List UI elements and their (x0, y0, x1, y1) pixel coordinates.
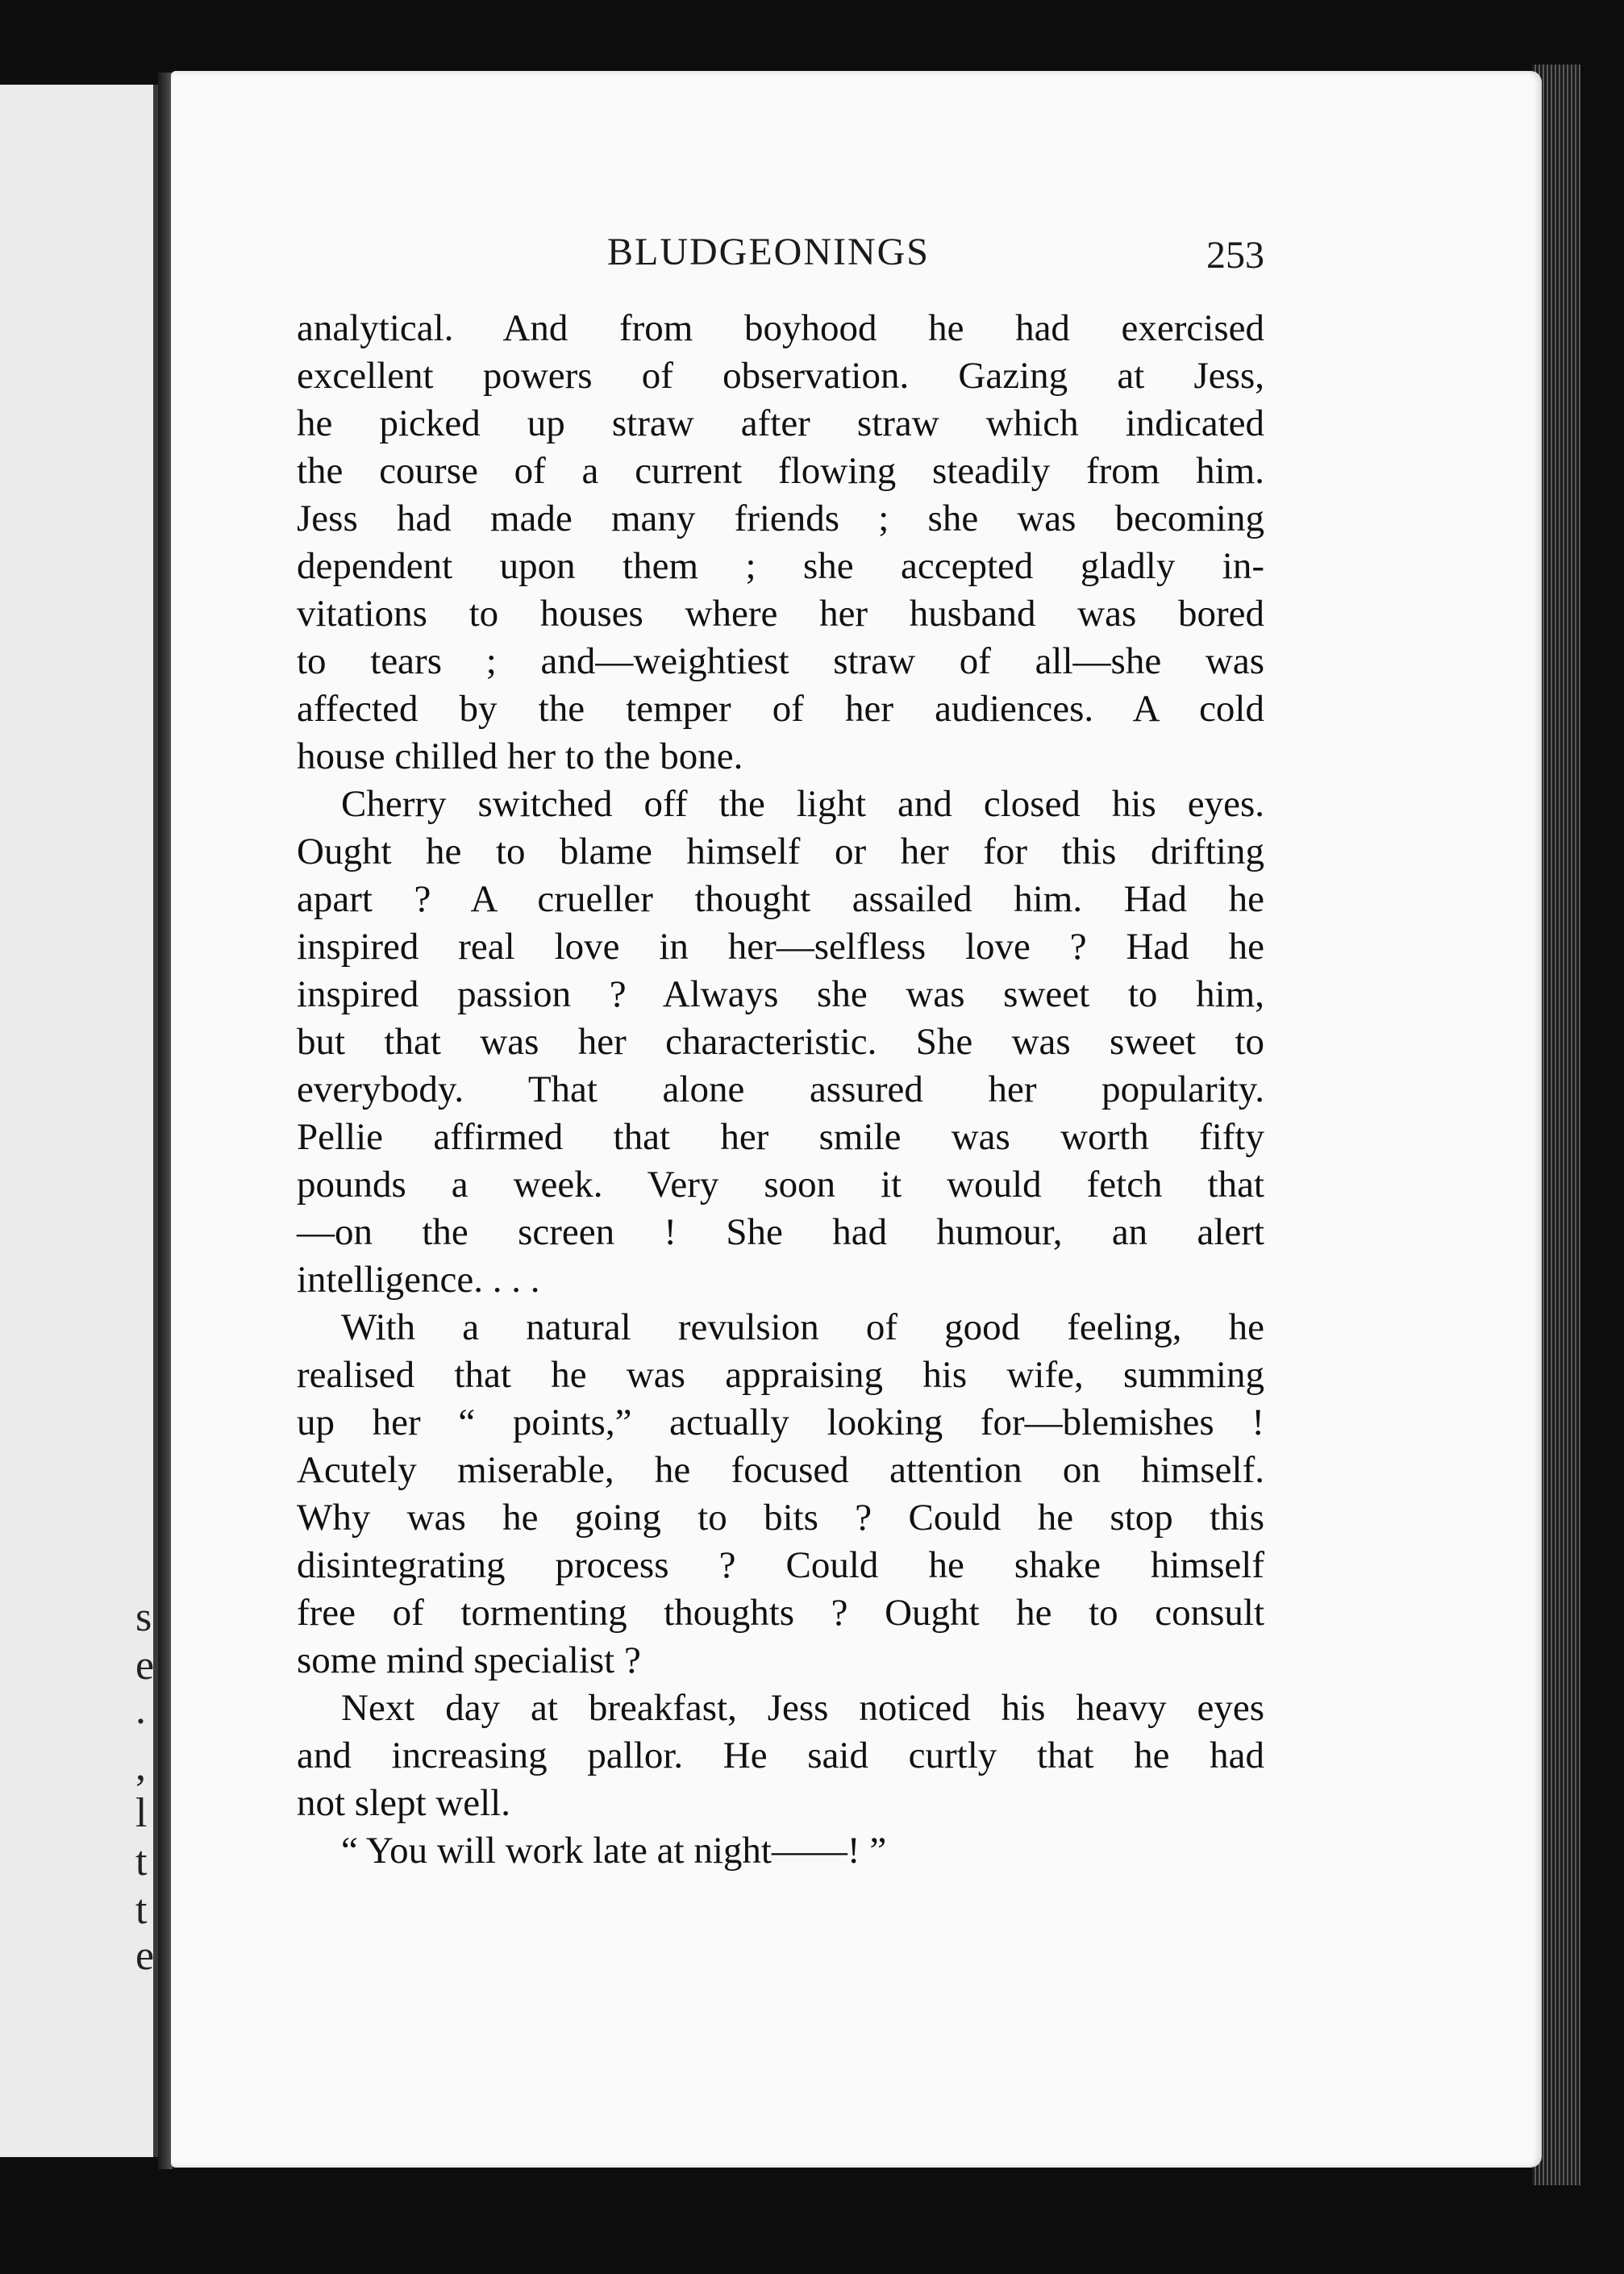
text-line: excellent powers of observation. Gazing at Jess, (297, 355, 1264, 397)
running-head (297, 230, 1264, 286)
text-line: up her “ points,” actually looking for—blemishes ! (297, 1401, 1264, 1443)
text-line: With a natural revulsion of good feeling, he (341, 1306, 1264, 1348)
text-line: intelligence. . . . (297, 1259, 540, 1301)
text-line: apart ? A crueller thought assailed him. Had he (297, 878, 1264, 920)
text-line: affected by the temper of her audiences. A cold (297, 688, 1264, 730)
text-line: everybody. That alone assured her popularity. (297, 1068, 1264, 1110)
text-line: “ You will work late at night——! ” (341, 1830, 887, 1872)
text-line: disintegrating process ? Could he shake himself (297, 1544, 1264, 1586)
text-line: pounds a week. Very soon it would fetch that (297, 1164, 1264, 1206)
text-line: he picked up straw after straw which indicated (297, 402, 1264, 444)
prev-page-fragment: t (135, 1839, 148, 1885)
text-line: inspired passion ? Always she was sweet to him, (297, 973, 1264, 1015)
prev-page-fragment: . (135, 1687, 146, 1733)
text-line: —on the screen ! She had humour, an alert (297, 1211, 1264, 1253)
text-line: to tears ; and—weightiest straw of all—she was (297, 640, 1264, 682)
prev-page-fragment: t (135, 1887, 148, 1933)
prev-page-fragment: , (135, 1743, 146, 1789)
text-line: some mind specialist ? (297, 1639, 641, 1681)
text-line: the course of a current flowing steadily from him. (297, 450, 1264, 492)
text-line: Jess had made many friends ; she was becoming (297, 498, 1264, 539)
text-line: but that was her characteristic. She was sweet to (297, 1021, 1264, 1063)
paragraph (297, 1827, 1264, 1875)
text-line: Next day at breakfast, Jess noticed his heavy eyes (341, 1687, 1264, 1729)
text-line: inspired real love in her—selfless love ? Had he (297, 926, 1264, 968)
text-line: Pellie affirmed that her smile was worth fifty (297, 1116, 1264, 1158)
text-line: realised that he was appraising his wife, summing (297, 1354, 1264, 1396)
text-line: and increasing pallor. He said curtly that he had (297, 1735, 1264, 1776)
text-line: house chilled her to the bone. (297, 735, 743, 777)
running-title: BLUDGEONINGS (607, 231, 930, 273)
prev-page-fragment: s (135, 1594, 152, 1640)
page-body (297, 305, 1264, 1875)
paragraph (297, 781, 1264, 1304)
paragraph (297, 305, 1264, 781)
text-line: vitations to houses where her husband was bored (297, 593, 1264, 635)
prev-page-fragment: e (135, 1933, 155, 1979)
text-line: free of tormenting thoughts ? Ought he to consult (297, 1592, 1264, 1634)
text-line: Acutely miserable, he focused attention on himself. (297, 1449, 1264, 1491)
text-line: dependent upon them ; she accepted gladly in- (297, 545, 1264, 587)
prev-page-fragment: e (135, 1643, 155, 1689)
text-line: analytical. And from boyhood he had exercised (297, 307, 1264, 349)
page-number: 253 (1206, 234, 1264, 277)
paragraph (297, 1304, 1264, 1685)
text-line: Cherry switched off the light and closed his eyes. (341, 783, 1264, 825)
paragraph (297, 1685, 1264, 1827)
text-line: Ought he to blame himself or her for this drifting (297, 831, 1264, 873)
text-line: Why was he going to bits ? Could he stop this (297, 1497, 1264, 1539)
prev-page-fragment: l (135, 1790, 148, 1836)
text-line: not slept well. (297, 1782, 510, 1824)
previous-page-edge (0, 85, 158, 2157)
